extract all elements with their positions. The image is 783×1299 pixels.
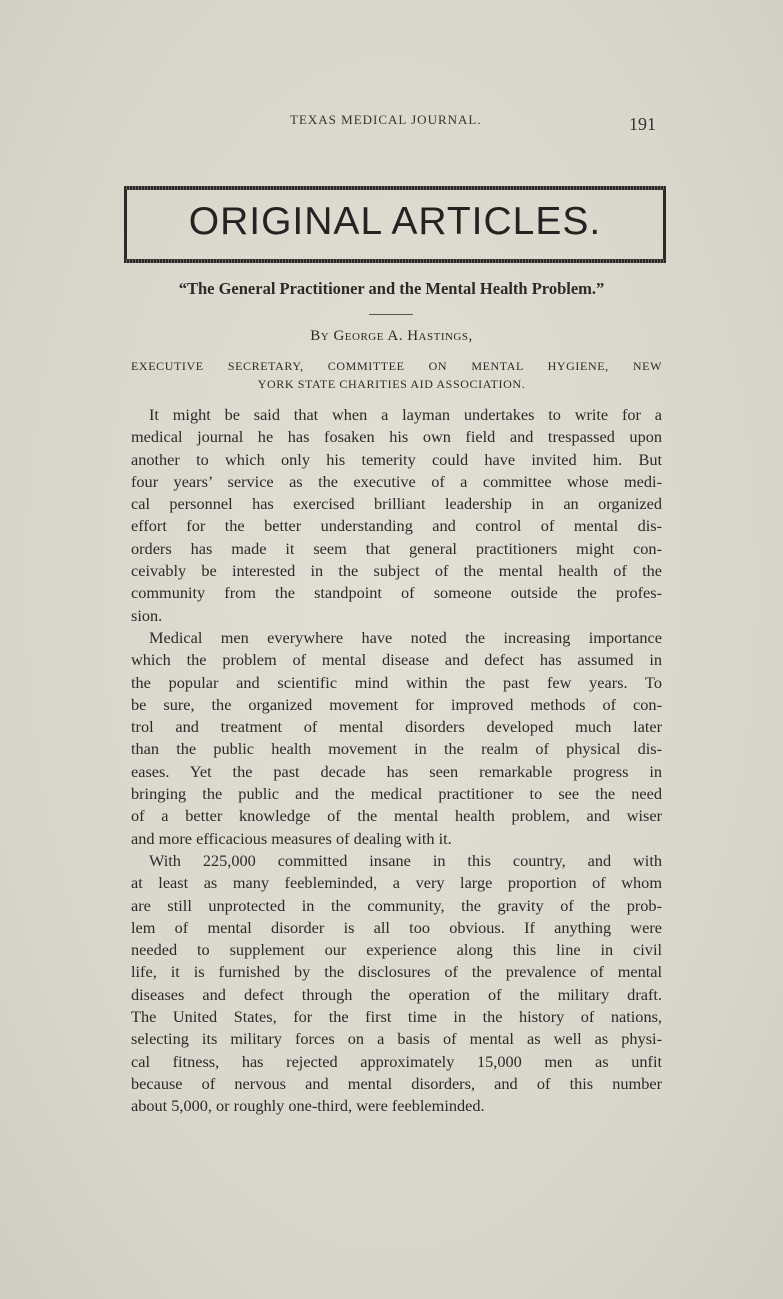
paragraph-line: medical journal he has fosaken his own field and trespassed upon: [131, 427, 662, 447]
article-body: [131, 404, 662, 1118]
article-paragraph: [131, 850, 662, 1118]
paragraph-line: cal fitness, has rejected approximately 15,000 men as unfit: [131, 1051, 662, 1071]
paragraph-line: which the problem of mental disease and defect has assumed in: [131, 650, 662, 670]
paragraph-line: With 225,000 committed insane in this country, and with: [149, 850, 662, 870]
article-paragraph: [131, 627, 662, 850]
paragraph-line: the popular and scientific mind within the past few years. To: [131, 672, 662, 692]
paragraph-line: and more efficacious measures of dealing with it.: [131, 828, 452, 848]
paragraph-line: Medical men everywhere have noted the increasing importance: [149, 627, 662, 647]
paragraph-line: because of nervous and mental disorders, and of this number: [131, 1073, 662, 1093]
paragraph-line: The United States, for the first time in the history of nations,: [131, 1007, 662, 1027]
paragraph-line: bringing the public and the medical practitioner to see the need: [131, 784, 662, 804]
paragraph-line: life, it is furnished by the disclosures of the prevalence of mental: [131, 962, 662, 982]
paragraph-line: about 5,000, or roughly one-third, were feebleminded.: [131, 1096, 485, 1116]
paragraph-line: selecting its military forces on a basis of mental as well as physi-: [131, 1029, 662, 1049]
article-paragraph: [131, 404, 662, 627]
paragraph-line: four years’ service as the executive of a committee whose medi-: [131, 471, 662, 491]
paragraph-line: than the public health movement in the realm of physical dis-: [131, 739, 662, 759]
paragraph-line: trol and treatment of mental disorders developed much later: [131, 717, 662, 737]
paragraph-line: effort for the better understanding and control of mental dis-: [131, 516, 662, 536]
paragraph-line: of a better knowledge of the mental health problem, and wiser: [131, 806, 662, 826]
paragraph-line: It might be said that when a layman undertakes to write for a: [149, 405, 662, 424]
paragraph-line: another to which only his temerity could have invited him. But: [131, 449, 662, 469]
heading-rule-top: [124, 186, 666, 190]
heading-rule-bottom: [124, 259, 666, 263]
paragraph-line: community from the standpoint of someone outside the profes-: [131, 583, 662, 603]
paragraph-line: sion.: [131, 605, 163, 625]
author-affiliation-line-2: YORK STATE CHARITIES AID ASSOCIATION.: [257, 377, 526, 391]
article-title: “The General Practitioner and the Mental Health Problem.”: [178, 279, 605, 298]
paragraph-line: are still unprotected in the community, the gravity of the prob-: [131, 895, 662, 915]
paragraph-line: at least as many feebleminded, a very large proportion of whom: [131, 873, 662, 893]
section-heading: ORIGINAL ARTICLES.: [188, 200, 602, 243]
paragraph-line: lem of mental disorder is all too obvious. If anything were: [131, 917, 662, 937]
paragraph-line: cal personnel has exercised brilliant leadership in an organized: [131, 494, 662, 514]
paragraph-line: eases. Yet the past decade has seen remarkable progress in: [131, 761, 662, 781]
paragraph-line: needed to supplement our experience along this line in civil: [131, 940, 662, 960]
section-heading-box: [124, 186, 666, 263]
author-byline: By George A. Hastings,: [310, 328, 473, 344]
paragraph-line: orders has made it seem that general practitioners might con-: [131, 538, 662, 558]
paragraph-line: diseases and defect through the operation of the military draft.: [131, 984, 662, 1004]
title-divider: [369, 314, 413, 315]
paragraph-line: ceivably be interested in the subject of the mental health of the: [131, 561, 662, 581]
running-head: TEXAS MEDICAL JOURNAL.: [290, 112, 482, 127]
author-affiliation-line-1: EXECUTIVE SECRETARY, COMMITTEE ON MENTAL HYGIENE, NEW: [131, 359, 662, 373]
paragraph-line: be sure, the organized movement for improved methods of con-: [131, 694, 662, 714]
page-number: 191: [629, 114, 656, 134]
